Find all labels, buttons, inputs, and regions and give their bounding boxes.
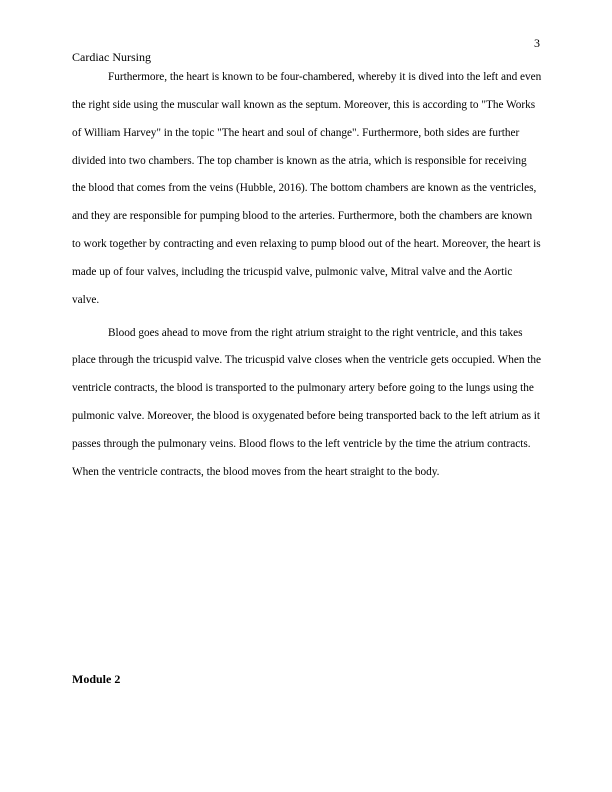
running-head: Cardiac Nursing <box>72 50 151 64</box>
body-text <box>72 64 542 487</box>
page-number: 3 <box>534 36 540 50</box>
paragraph-heart-chambers: Furthermore, the heart is known to be four-chambered, whereby it is dived into the left and even the right side using the muscular wall known as the septum. Moreover, this is according to "The Works of William Harvey" in the topic "The heart and soul of change". Furthermore, both sides are further divided into two chambers. The top chamber is known as the atria, which is responsible for receiving the blood that comes from the veins (Hubble, 2016). The bottom chambers are known as the ventricles, and they are responsible for pumping blood to the arteries. Furthermore, both the chambers are known to work together by contracting and even relaxing to pump blood out of the heart. Moreover, the heart is made up of four valves, including the tricuspid valve, pulmonic valve, Mitral valve and the Aortic valve. <box>72 71 542 306</box>
section-heading: Module 2 <box>72 672 121 686</box>
paragraph-blood-flow: Blood goes ahead to move from the right atrium straight to the right ventricle, and this takes place through the tricuspid valve. The tricuspid valve closes when the ventricle gets occupied. When the ventricle contracts, the blood is transported to the pulmonary artery before going to the lungs using the pulmonic valve. Moreover, the blood is oxygenated before being transported back to the left atrium as it passes through the pulmonary veins. Blood flows to the left ventricle by the time the atrium contracts. When the ventricle contracts, the blood moves from the heart straight to the body. <box>72 326 541 478</box>
